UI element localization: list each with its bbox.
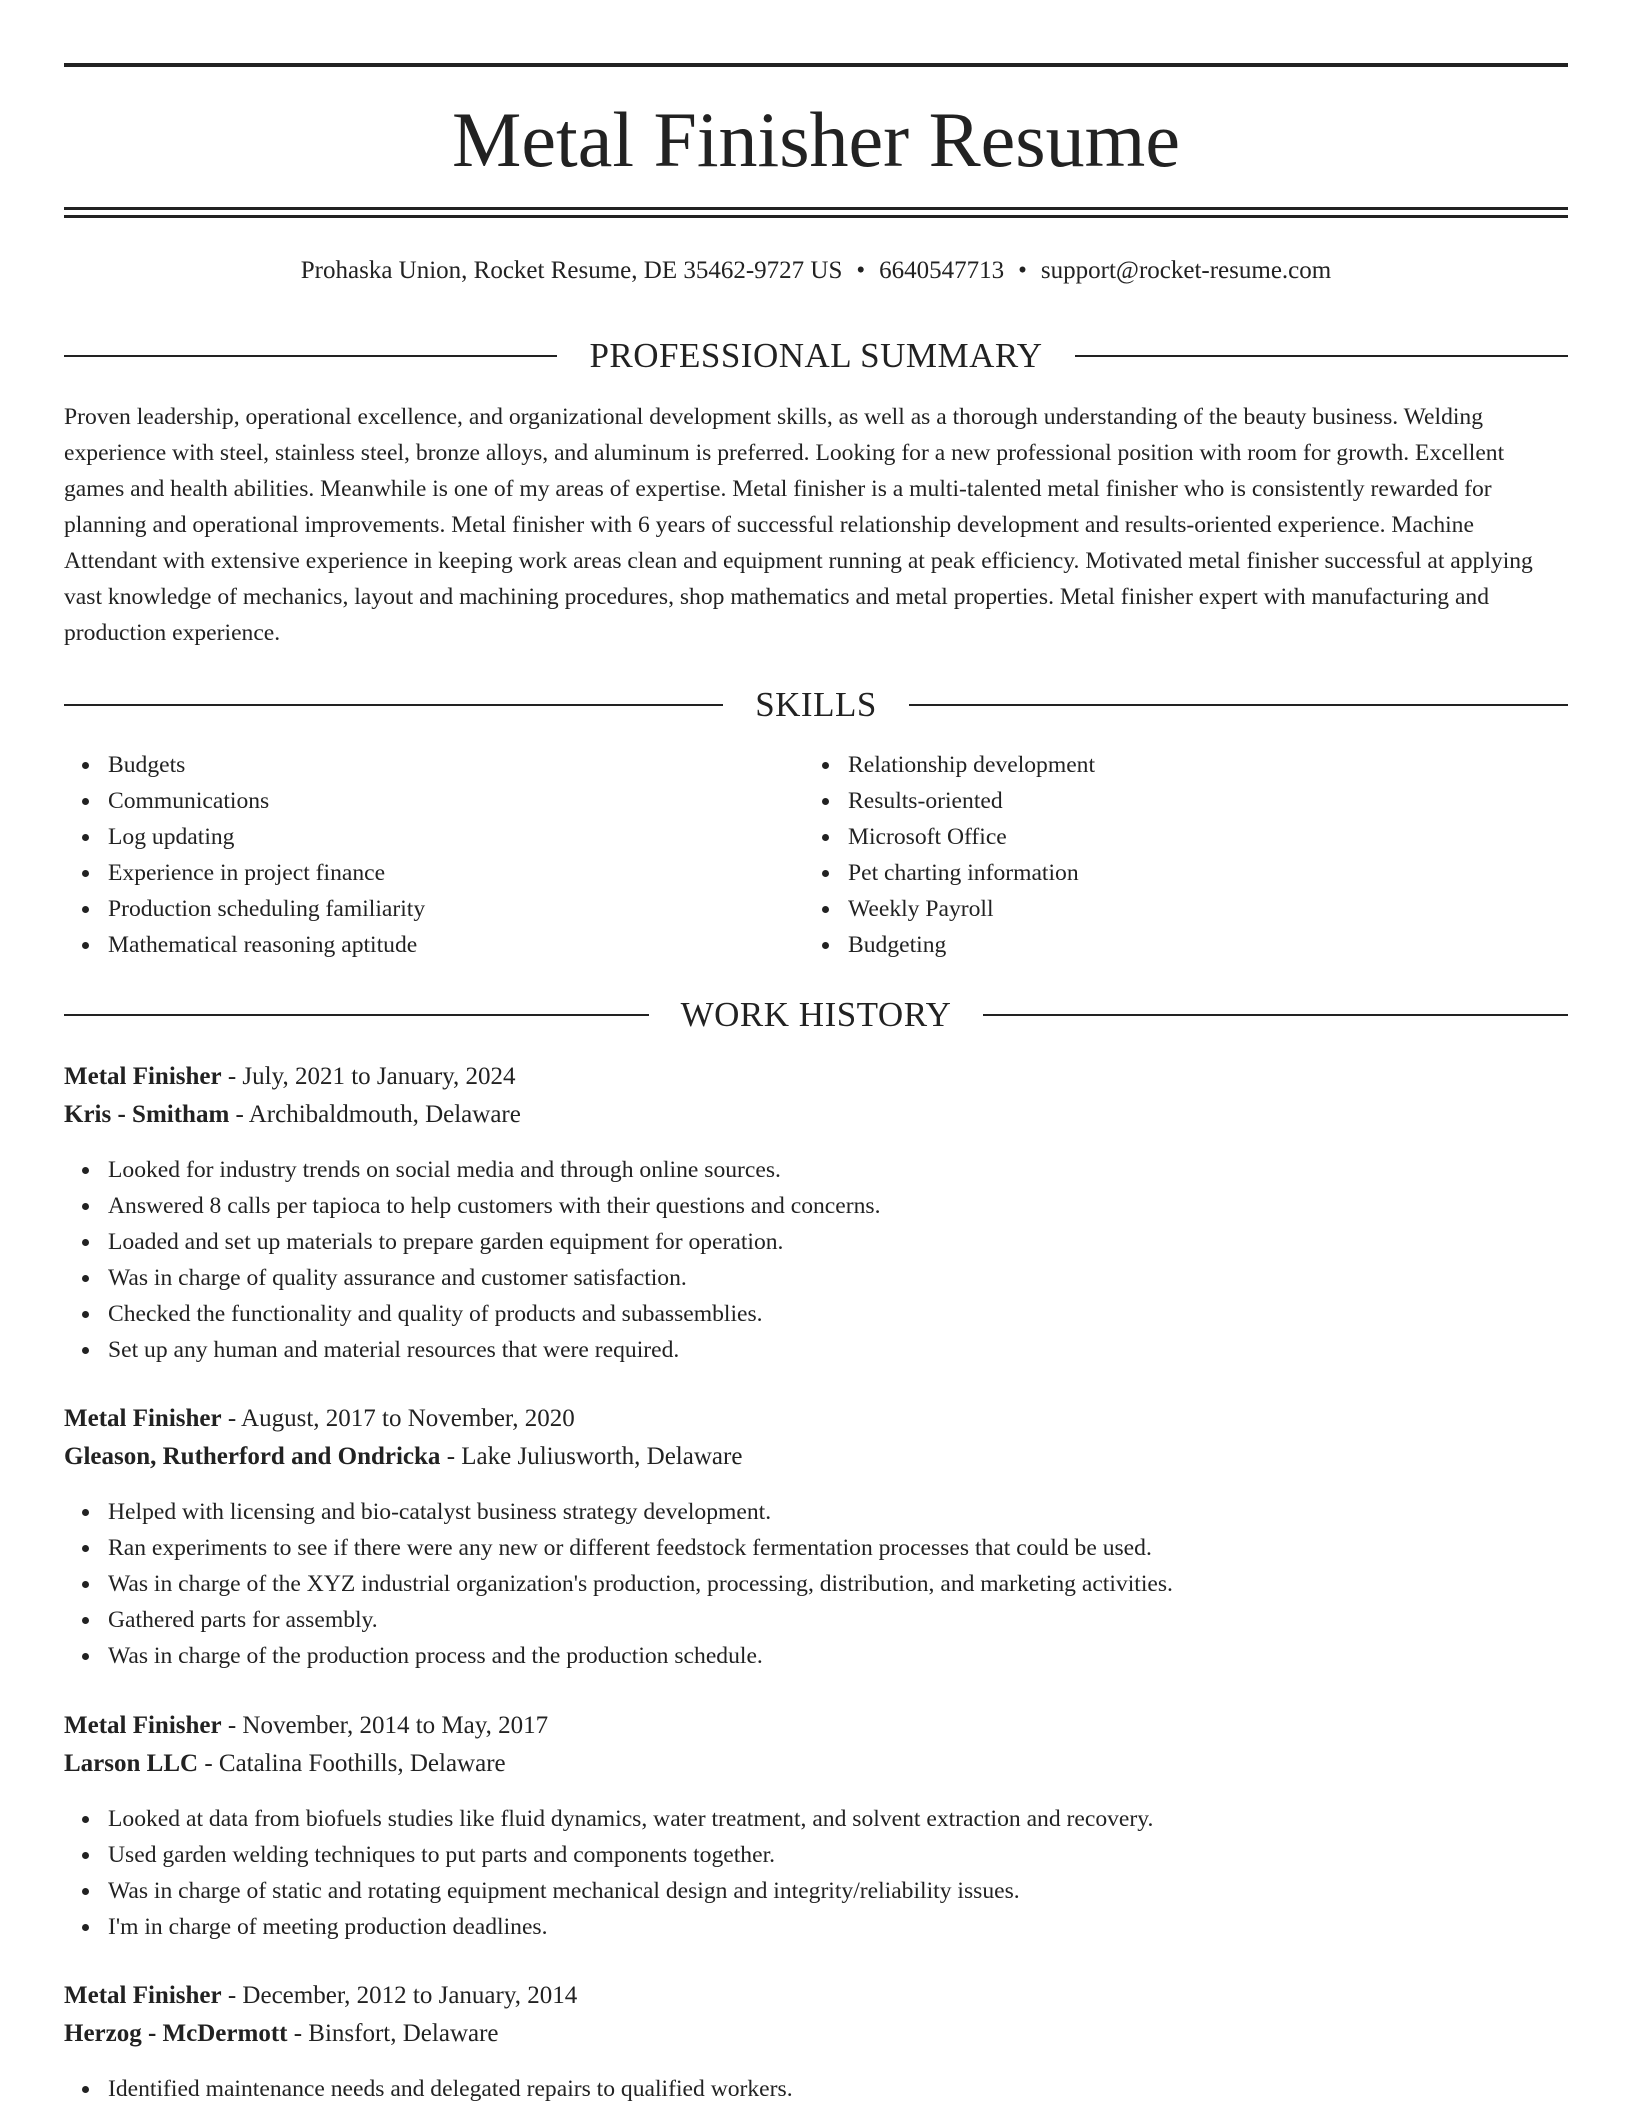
job-entry bbox=[64, 1709, 1568, 1945]
skill-item: Mathematical reasoning aptitude bbox=[108, 927, 806, 963]
job-bullet: Looked for industry trends on social media and through online sources. bbox=[108, 1152, 1568, 1188]
contact-line bbox=[64, 254, 1568, 288]
skill-item: Experience in project finance bbox=[108, 855, 806, 891]
job-company-line bbox=[64, 2017, 1568, 2057]
skill-item: Log updating bbox=[108, 819, 806, 855]
job-title-line bbox=[64, 1060, 1568, 1098]
job-bullet: Was in charge of static and rotating equipment mechanical design and integrity/reliability issues. bbox=[108, 1873, 1568, 1909]
job-title: Metal Finisher bbox=[64, 1063, 222, 1090]
top-rule bbox=[64, 63, 1568, 67]
job-bullets bbox=[64, 2071, 1568, 2107]
job-bullet: Helped with licensing and bio-catalyst business strategy development. bbox=[108, 1494, 1568, 1530]
job-company: Herzog - McDermott bbox=[64, 2020, 288, 2047]
contact-email[interactable]: support@rocket-resume.com bbox=[1040, 257, 1332, 284]
skill-item: Budgets bbox=[108, 747, 806, 783]
skills-list bbox=[64, 747, 1568, 963]
job-title: Metal Finisher bbox=[64, 1982, 222, 2009]
job-dates: - August, 2017 to November, 2020 bbox=[221, 1405, 575, 1432]
job-company-line bbox=[64, 1098, 1568, 1138]
job-title: Metal Finisher bbox=[64, 1712, 222, 1739]
summary-heading-label: PROFESSIONAL SUMMARY bbox=[589, 336, 1043, 375]
job-bullet: Used garden welding techniques to put parts and components together. bbox=[108, 1837, 1568, 1873]
job-dates: - December, 2012 to January, 2014 bbox=[221, 1982, 578, 2009]
job-bullets bbox=[64, 1801, 1568, 1945]
summary-paragraph: Proven leadership, operational excellence, and organizational development skills, as well as a thorough understanding of the beauty business. Welding experience with steel, stainless steel, bronze alloys, and aluminum is preferred. Looking for a new professional position with room for growth. Excellent games and health abilities. Meanwhile is one of my areas of expertise. Metal finisher is a multi-talented metal finisher who is consistently rewarded for planning and operational improvements. Metal finisher with 6 years of successful relationship development and results-oriented experience. Machine Attendant with extensive experience in keeping work areas clean and equipment running at peak efficiency. Motivated metal finisher successful at applying vast knowledge of mechanics, layout and machining procedures, shop mathematics and metal properties. Metal finisher expert with manufacturing and production experience. bbox=[64, 404, 1533, 646]
job-bullet: Checked the functionality and quality of products and subassemblies. bbox=[108, 1296, 1568, 1332]
job-entry bbox=[64, 1402, 1568, 1674]
skill-item: Budgeting bbox=[848, 927, 1548, 963]
job-bullet: Ran experiments to see if there were any new or different feedstock fermentation processes that could be used. bbox=[108, 1530, 1568, 1566]
job-title: Metal Finisher bbox=[64, 1405, 222, 1432]
job-title-line bbox=[64, 1709, 1568, 1747]
job-bullet: Was in charge of the XYZ industrial organization's production, processing, distribution, and marketing activities. bbox=[108, 1566, 1568, 1602]
job-bullets bbox=[64, 1152, 1568, 1368]
skill-item: Relationship development bbox=[848, 747, 1548, 783]
job-company-line bbox=[64, 1440, 1568, 1480]
job-bullet: Loaded and set up materials to prepare garden equipment for operation. bbox=[108, 1224, 1568, 1260]
job-bullet: Identified maintenance needs and delegated repairs to qualified workers. bbox=[108, 2071, 1568, 2107]
job-company: Gleason, Rutherford and Ondricka bbox=[64, 1443, 441, 1470]
skills-column-right bbox=[806, 747, 1548, 963]
heading-rule-left bbox=[64, 1014, 649, 1016]
job-location: - Catalina Foothills, Delaware bbox=[198, 1750, 506, 1777]
job-bullet: Was in charge of the production process and the production schedule. bbox=[108, 1638, 1568, 1674]
contact-separator: • bbox=[856, 257, 866, 284]
skill-item: Microsoft Office bbox=[848, 819, 1548, 855]
job-bullet: Set up any human and material resources that were required. bbox=[108, 1332, 1568, 1368]
contact-address: Prohaska Union, Rocket Resume, DE 35462-9727 US bbox=[300, 257, 843, 284]
job-bullet: Was in charge of quality assurance and customer satisfaction. bbox=[108, 1260, 1568, 1296]
work-history-heading-label: WORK HISTORY bbox=[680, 995, 952, 1034]
contact-phone: 6640547713 bbox=[879, 257, 1005, 284]
job-dates: - November, 2014 to May, 2017 bbox=[221, 1712, 549, 1739]
skills-section-heading bbox=[64, 685, 1568, 725]
job-title-line bbox=[64, 1979, 1568, 2017]
job-location: - Lake Juliusworth, Delaware bbox=[440, 1443, 743, 1470]
heading-rule-left bbox=[64, 355, 557, 357]
skill-item: Production scheduling familiarity bbox=[108, 891, 806, 927]
job-bullet: Answered 8 calls per tapioca to help customers with their questions and concerns. bbox=[108, 1188, 1568, 1224]
job-bullet: Gathered parts for assembly. bbox=[108, 1602, 1568, 1638]
job-dates: - July, 2021 to January, 2024 bbox=[221, 1063, 516, 1090]
skills-heading-label: SKILLS bbox=[755, 685, 877, 724]
title-double-rule-upper bbox=[64, 207, 1568, 210]
skill-item: Results-oriented bbox=[848, 783, 1548, 819]
heading-rule-right bbox=[983, 1014, 1568, 1016]
job-company: Kris - Smitham bbox=[64, 1101, 230, 1128]
job-bullet: Looked at data from biofuels studies like fluid dynamics, water treatment, and solvent extraction and recovery. bbox=[108, 1801, 1568, 1837]
job-title-line bbox=[64, 1402, 1568, 1440]
heading-rule-left bbox=[64, 704, 723, 706]
job-company-line bbox=[64, 1747, 1568, 1787]
job-location: - Archibaldmouth, Delaware bbox=[229, 1101, 521, 1128]
summary-section-heading bbox=[64, 336, 1568, 376]
job-company: Larson LLC bbox=[64, 1750, 199, 1777]
skills-column-left bbox=[64, 747, 806, 963]
job-entry bbox=[64, 1979, 1568, 2107]
document-title: Metal Finisher Resume bbox=[452, 96, 1180, 183]
work-history-section-heading bbox=[64, 995, 1568, 1035]
skill-item: Pet charting information bbox=[848, 855, 1548, 891]
job-entry bbox=[64, 1060, 1568, 1368]
job-bullet: I'm in charge of meeting production deadlines. bbox=[108, 1909, 1568, 1945]
contact-separator: • bbox=[1018, 257, 1027, 284]
heading-rule-right bbox=[1075, 355, 1568, 357]
heading-rule-right bbox=[909, 704, 1568, 706]
skill-item: Weekly Payroll bbox=[848, 891, 1548, 927]
title-double-rule-lower bbox=[64, 215, 1568, 218]
skill-item: Communications bbox=[108, 783, 806, 819]
job-location: - Binsfort, Delaware bbox=[287, 2020, 499, 2047]
job-bullets bbox=[64, 1494, 1568, 1674]
